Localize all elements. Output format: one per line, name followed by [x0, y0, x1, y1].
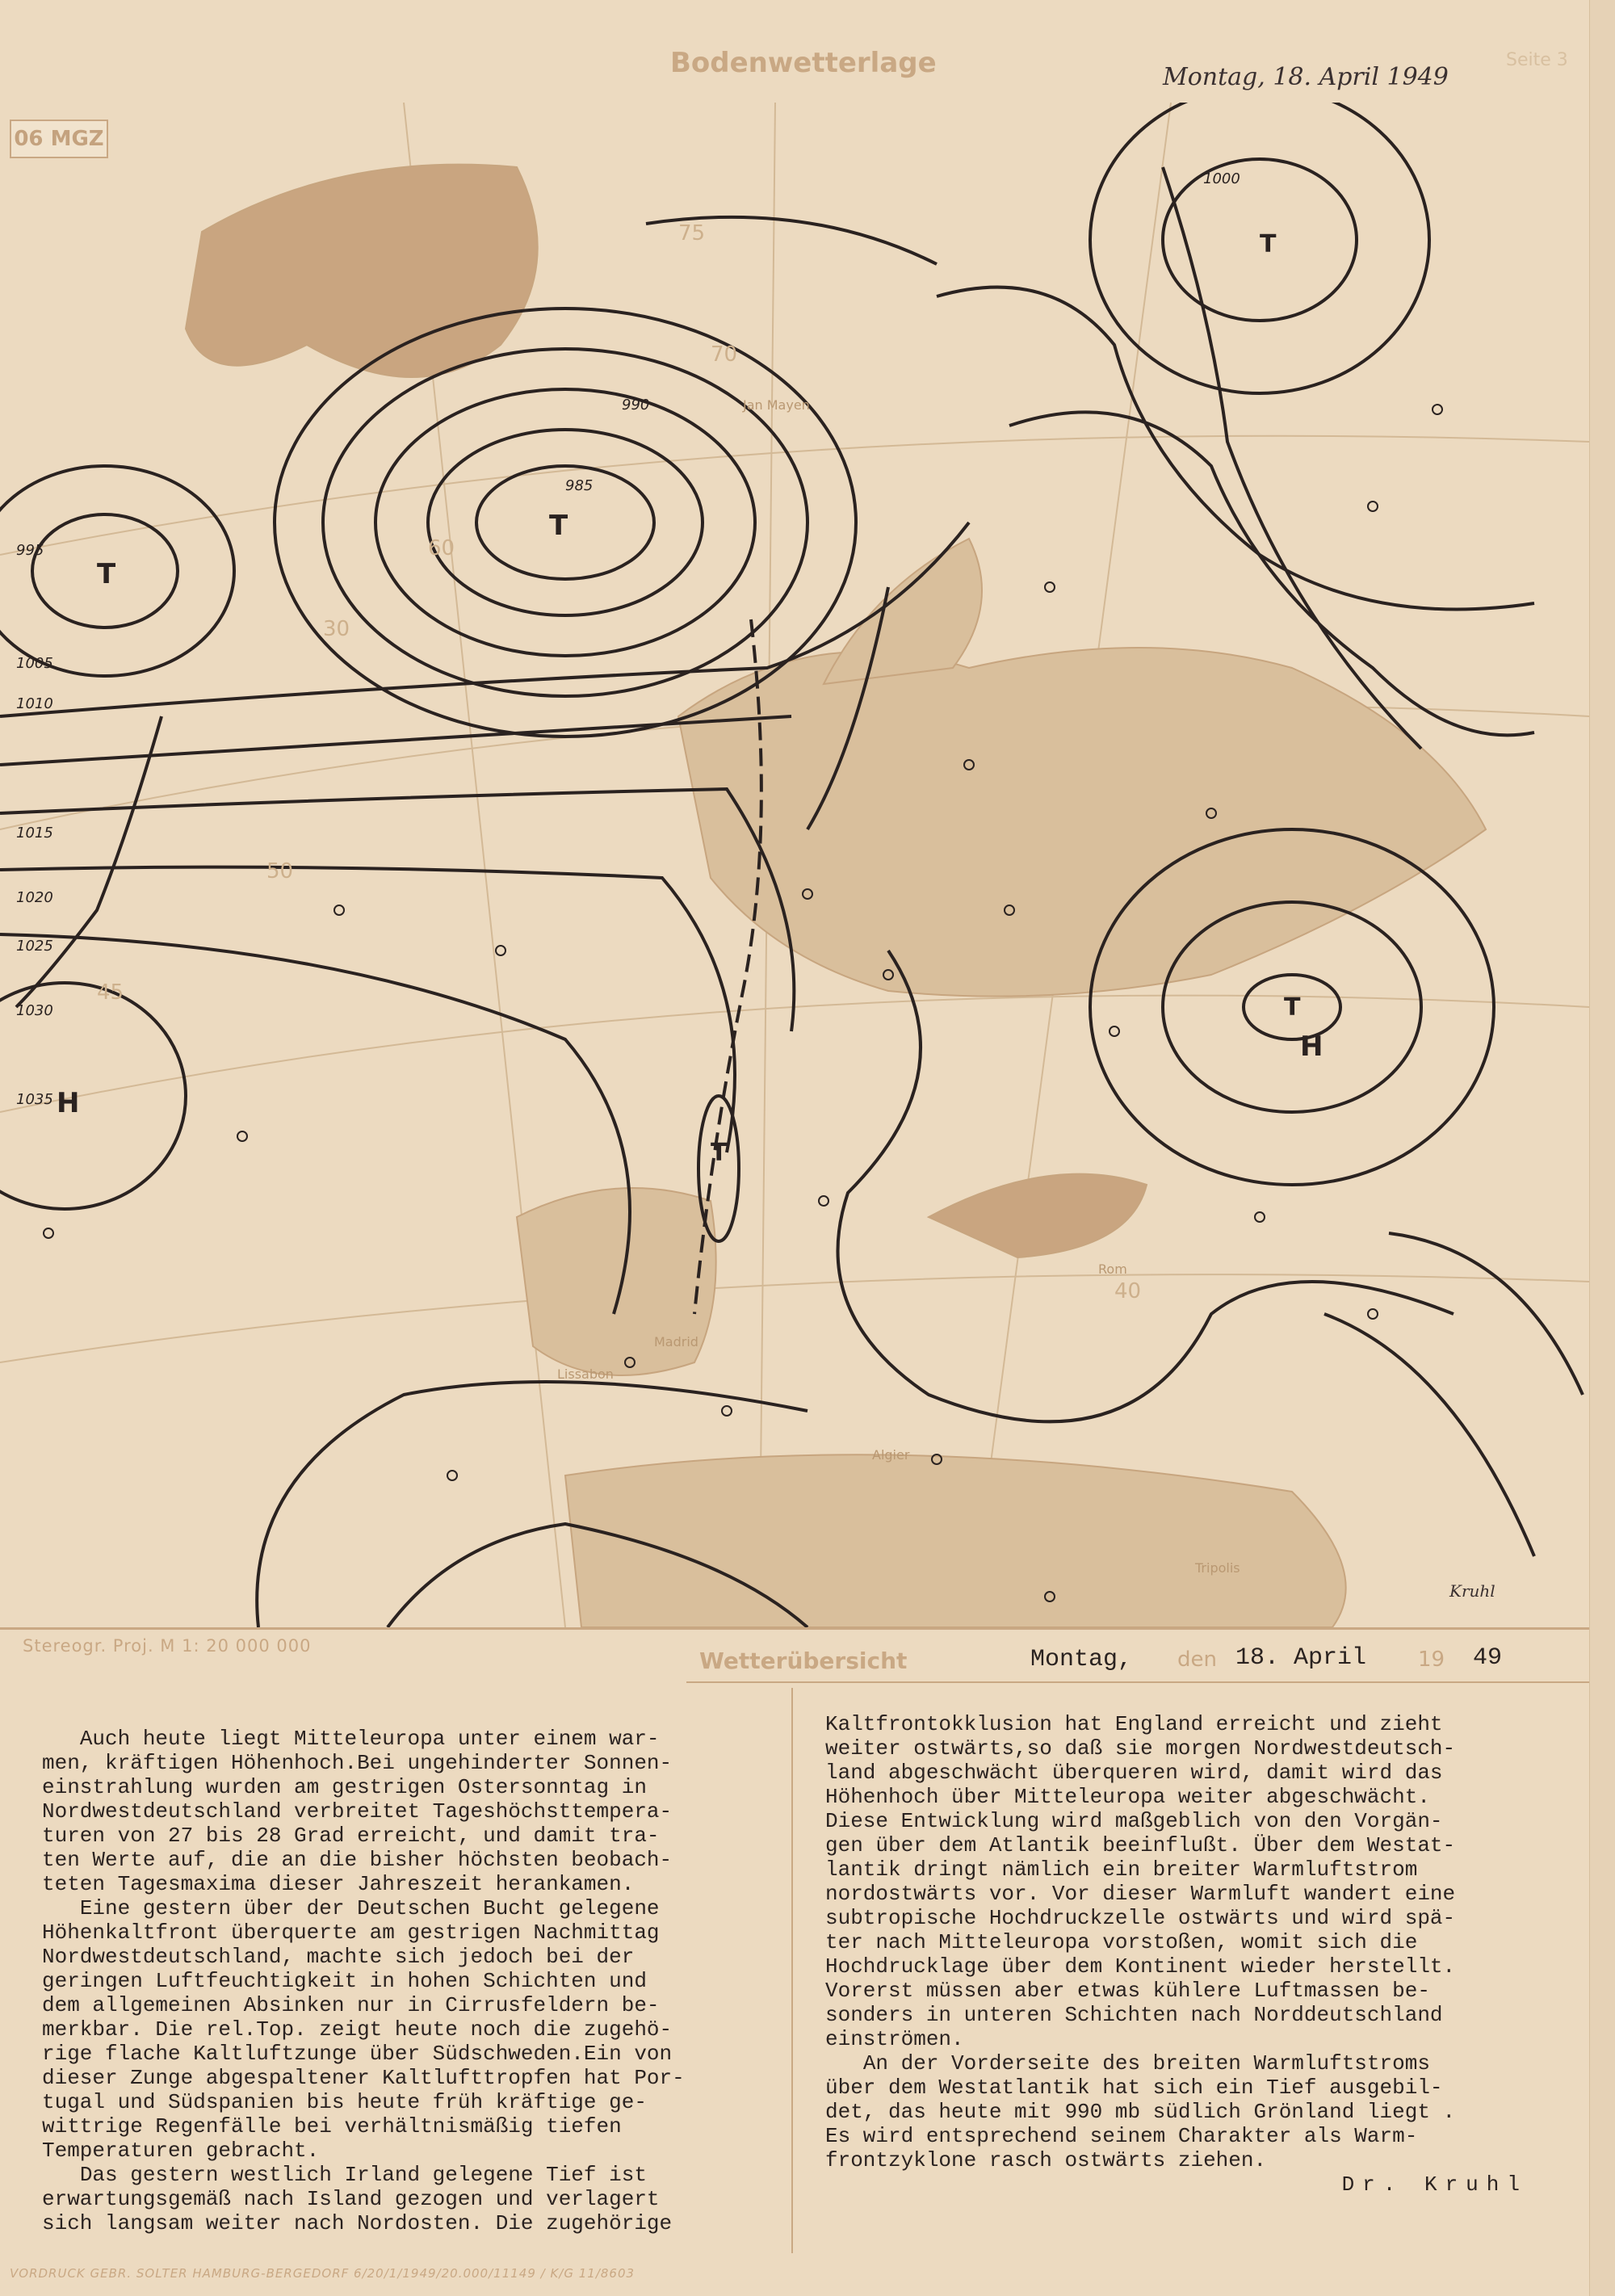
isobar-label: 990: [622, 397, 650, 413]
place-label: Jan Mayen: [743, 397, 810, 413]
high-center-marker: H: [57, 1087, 80, 1119]
isobar-label: 985: [565, 477, 594, 494]
map-title: Bodenwetterlage: [670, 47, 937, 79]
isobar-label: 1005: [16, 655, 53, 672]
greenland-land: [186, 165, 538, 377]
europe-land: [678, 648, 1486, 997]
paragraph: Das gestern westlich Irland gelegene Tief ist erwartungsgemäß nach Island gezogen und verlagert sich langsam weiter nach Nordosten. Die zugehörige: [42, 2163, 673, 2235]
place-label: Algier: [872, 1447, 910, 1463]
handwritten-date: Montag, 18. April 1949: [1163, 63, 1449, 91]
isobar-label: 1035: [16, 1091, 53, 1108]
isobar-label: 1000: [1203, 170, 1240, 187]
surface-weather-map: [0, 103, 1589, 1630]
latitude-label: 70: [711, 342, 738, 367]
author-signature: Dr. Kruhl: [1341, 2172, 1528, 2197]
low-center-marker: T: [1284, 993, 1301, 1022]
place-label: Tripolis: [1195, 1560, 1240, 1576]
overview-den: den: [1177, 1647, 1217, 1672]
overview-rule: [686, 1681, 1589, 1683]
place-label: Rom: [1098, 1261, 1127, 1277]
overview-century: 19: [1418, 1647, 1445, 1672]
projection-note: Stereogr. Proj. M 1: 20 000 000: [23, 1636, 312, 1656]
map-signature: Kruhl: [1449, 1581, 1495, 1601]
paragraph: Kaltfrontokklusion hat England erreicht und zieht weiter ostwärts,so daß sie morgen Nordwestdeutsch- land abgeschwächt überqueren wird, damit wird das Höhenhoch über Mitteleuropa weiter abgeschwächt. Diese Entwicklung wird maßgeblich von den Vorgän- gen über dem Atlantik beeinflußt. Über dem Westat- lantik dringt nämlich ein breiter Warmluftstrom nordostwärts vor. Vor dieser Warmluft wandert eine subtropische Hochdruckzelle ostwärts und wird spä- ter nach Mitteleuropa vorstoßen, womit sich die Hochdrucklage über dem Kontinent wieder herstellt. Vorerst müssen aber etwas kühlere Luftmassen be- sonders in unteren Schichten nach Norddeutschland einströmen.: [825, 1712, 1456, 2051]
low-center-marker: T: [1260, 230, 1277, 258]
low-center-marker: T: [711, 1139, 728, 1167]
station-code-box: 06 MGZ: [10, 120, 108, 158]
station-plots: [44, 405, 1442, 1601]
scandinavia-land: [824, 539, 982, 684]
isobar-label: 1030: [16, 1002, 53, 1019]
alps-land: [929, 1174, 1147, 1257]
overview-title: Wetterübersicht: [699, 1647, 908, 1674]
paragraph: Auch heute liegt Mitteleuropa unter einem war- men, kräftigen Höhenhoch.Bei ungehinderter Sonnen- einstrahlung wurden am gestrigen Ostersonntag in Nordwestdeutschland verbreitet Tageshöchsttempera- turen von 27 bis 28 Grad erreicht, und damit tra- ten Werte auf, die an die bisher höchsten beobach- teten Tagesmaxima dieser Jahreszeit herankamen.: [42, 1727, 673, 1896]
forecast-text-right: [825, 1712, 1528, 2197]
latitude-label: 45: [97, 980, 124, 1005]
high-center-marker: H: [1300, 1030, 1323, 1063]
overview-weekday: Montag,: [1030, 1646, 1133, 1673]
paper-fold-edge: [1589, 0, 1615, 2296]
latitude-label: 30: [323, 617, 350, 641]
latitude-label: 50: [266, 859, 294, 884]
latitude-label: 60: [428, 536, 455, 560]
low-center-marker: T: [97, 558, 116, 590]
paragraph: An der Vorderseite des breiten Warmluftstroms über dem Westatlantik hat sich ein Tief ausgebil- det, das heute mit 990 mb südlich Grönland liegt . Es wird entsprechend seinem Charakter als Warm- frontzyklone rasch ostwärts ziehen.: [825, 2051, 1456, 2172]
latitude-label: 75: [678, 221, 706, 246]
map-canvas: [0, 103, 1589, 1627]
isobar-label: 1020: [16, 889, 53, 906]
isobar-label: 1025: [16, 938, 53, 955]
overview-day-month: 18. April: [1235, 1644, 1367, 1672]
forecast-text-left: [42, 1727, 745, 2235]
place-label: Lissabon: [557, 1366, 614, 1382]
low-center-marker: T: [549, 510, 568, 542]
isobar-label: 995: [16, 542, 44, 559]
place-label: Madrid: [654, 1334, 698, 1349]
page-label: Seite 3: [1506, 50, 1568, 70]
africa-land: [565, 1454, 1346, 1627]
overview-year: 49: [1473, 1644, 1503, 1672]
column-divider: [791, 1688, 793, 2253]
latitude-label: 40: [1114, 1279, 1142, 1303]
isobar-label: 1010: [16, 695, 53, 712]
isobar-label: 1015: [16, 825, 53, 842]
printer-imprint: VORDRUCK GEBR. SOLTER HAMBURG-BERGEDORF 6/20/1/1949/20.000/11149 / K/G 11/8603: [10, 2266, 636, 2281]
paragraph: Eine gestern über der Deutschen Bucht gelegene Höhenkaltfront überquerte am gestrigen Nachmittag Nordwestdeutschland, machte sich jedoch bei der geringen Luftfeuchtigkeit in hohen Schichten und dem allgemeinen Absinken nur in Cirrusfeldern be- merkbar. Die rel.Top. zeigt heute noch die zugehö- rige flache Kaltluftzunge über Südschweden.Ein von dieser Zunge abgespaltener Kaltlufttropfen hat Por- tugal und Südspanien bis heute früh kräftige ge- wittrige Regenfälle bei verhältnismäßig tiefen Temperaturen gebracht.: [42, 1896, 685, 2163]
